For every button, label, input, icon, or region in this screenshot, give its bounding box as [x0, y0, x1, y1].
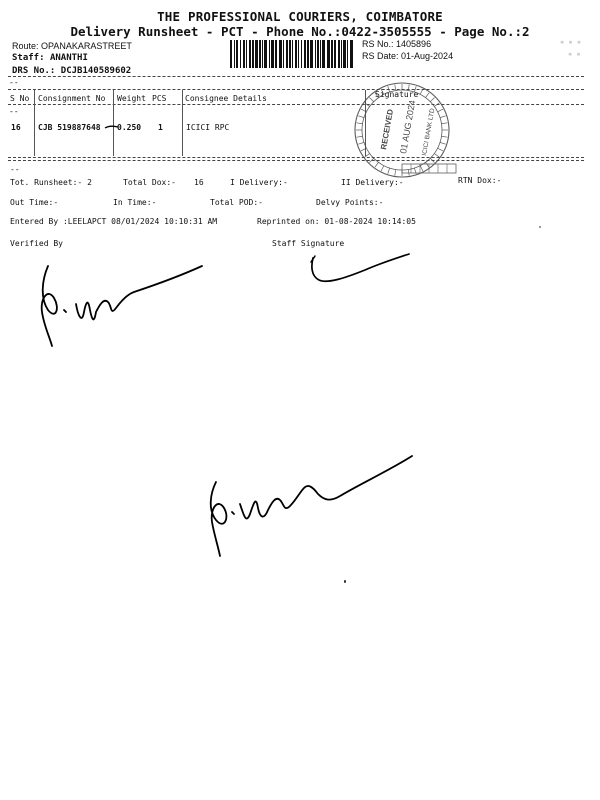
- ghost-mark: ▪ ▪: [568, 50, 581, 58]
- route-row: [12, 41, 132, 51]
- cell-pcs: 1: [158, 123, 163, 132]
- column-rule: [182, 90, 183, 156]
- pen-stroke: [104, 124, 120, 130]
- divider-line: [8, 89, 584, 90]
- ghost-mark: ▪ ▪ ▪: [560, 38, 582, 46]
- col-weight: Weight: [117, 94, 146, 103]
- cell-consignment-no: CJB 519887648: [38, 123, 101, 132]
- verified-by-signature: [30, 258, 220, 358]
- cell-weight: 0.250: [117, 123, 142, 132]
- cell-sno: 16: [11, 123, 21, 132]
- rs-date-row: [362, 51, 453, 61]
- staff-signature-label: Staff Signature: [272, 239, 345, 248]
- runsheet-subtitle: Delivery Runsheet - PCT - Phone No.:0422-3505555 - Page No.:2: [70, 24, 530, 39]
- divider-line: [8, 157, 584, 158]
- route-value: OPANAKARASTREET: [41, 41, 132, 51]
- dash-mark: --: [9, 107, 19, 116]
- stamp-received-text: RECEIVED: [379, 108, 396, 151]
- cell-consignee: ICICI RPC: [186, 123, 230, 132]
- col-sno: S No: [10, 94, 30, 103]
- stamp-bank-text: ICICI BANK LTD: [421, 107, 437, 157]
- rs-no-label: RS No.:: [362, 39, 394, 49]
- staff-value: ANANTHI: [49, 53, 88, 63]
- out-time: Out Time:-: [10, 198, 59, 207]
- staff-row: [12, 53, 88, 63]
- bottom-signature: [200, 452, 430, 560]
- column-rule: [113, 90, 114, 156]
- tot-runsheet: Tot. Runsheet:- 2: [10, 178, 92, 187]
- rs-no-value: 1405896: [396, 39, 432, 49]
- total-dox-value: 16: [194, 178, 204, 187]
- drs-row: [12, 66, 131, 76]
- ink-speck: [344, 580, 346, 583]
- received-stamp: [342, 78, 464, 182]
- divider-line: [8, 160, 584, 161]
- verified-by-label: Verified By: [10, 239, 63, 248]
- dash-mark: --: [9, 78, 19, 87]
- i-delivery: I Delivery:-: [230, 178, 288, 187]
- dash-mark: --: [10, 165, 20, 174]
- in-time: In Time:-: [113, 198, 157, 207]
- barcode: [230, 40, 356, 68]
- delvy-points: Delvy Points:-: [316, 198, 384, 207]
- divider-line: [8, 76, 584, 77]
- divider-line: [8, 104, 584, 105]
- rs-no-row: [362, 39, 431, 49]
- col-pcs: PCS: [152, 94, 167, 103]
- staff-signature: [305, 248, 415, 288]
- rs-date-label: RS Date:: [362, 51, 399, 61]
- ii-delivery: II Delivery:-: [341, 178, 404, 187]
- col-signature: Signature: [375, 90, 419, 99]
- stamp-date-text: 01 AUG 2024: [398, 99, 418, 155]
- entered-by: Entered By :LEELAPCT 08/01/2024 10:10:31 AM: [10, 217, 218, 226]
- col-consignee: Consignee Details: [185, 94, 267, 103]
- total-pod: Total POD:-: [210, 198, 263, 207]
- staff-label: Staff:: [12, 53, 45, 63]
- col-consignment: Consignment No: [38, 94, 106, 103]
- rs-date-value: 01-Aug-2024: [401, 51, 454, 61]
- company-title: THE PROFESSIONAL COURIERS, COIMBATORE: [157, 9, 443, 24]
- drs-value: DCJB140589602: [60, 66, 132, 76]
- ink-speck: [539, 226, 541, 228]
- column-rule: [34, 90, 35, 156]
- reprinted-on: Reprinted on: 01-08-2024 10:14:05: [257, 217, 416, 226]
- route-label: Route:: [12, 41, 39, 51]
- total-dox-label: Total Dox:-: [123, 178, 176, 187]
- rtn-dox: RTN Dox:-: [458, 176, 502, 185]
- drs-label: DRS No.:: [12, 66, 56, 76]
